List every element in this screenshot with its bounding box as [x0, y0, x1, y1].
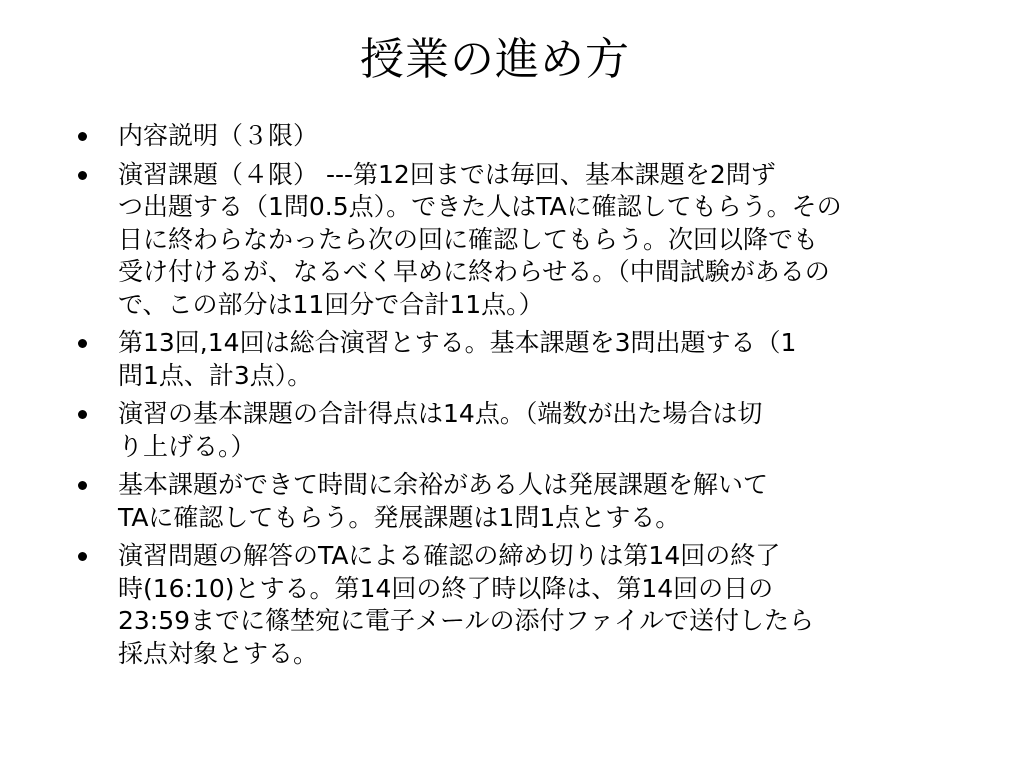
- bullet-text-line: 演習課題（４限） ---第12回までは毎回、基本課題を2問ず: [118, 159, 776, 189]
- bullet-text-line: 23:59までに篠埜宛に電子メールの添付ファイルで送付したら: [118, 606, 815, 635]
- bullet-text-line: 受け付けるが、なるべく早めに終わらせる。（中間試験があるの: [118, 257, 830, 286]
- bullet-text-line: り上げる。）: [118, 431, 256, 461]
- bullet-dot-icon: [78, 339, 87, 348]
- bullet-dot-icon: [78, 410, 87, 419]
- bullet-text-line: 演習の基本課題の合計得点は14点。（端数が出た場合は切: [118, 399, 763, 428]
- bullet-text-line: 時(16:10)とする。第14回の終了時以降は、第14回の日の: [118, 573, 774, 603]
- bullet-item: [76, 327, 946, 392]
- bullet-list: [76, 120, 946, 676]
- bullet-item: [76, 159, 946, 322]
- bullet-dot-icon: [78, 132, 87, 141]
- bullet-item: [76, 398, 946, 463]
- bullet-text-line: 基本課題ができて時間に余裕がある人は発展課題を解いて: [118, 470, 769, 499]
- bullet-dot-icon: [78, 481, 87, 490]
- bullet-text-line: 内容説明（３限）: [118, 121, 319, 150]
- bullet-item: [76, 120, 946, 153]
- bullet-dot-icon: [78, 171, 87, 180]
- bullet-text-line: 第13回,14回は総合演習とする。基本課題を3問出題する（1: [118, 328, 797, 357]
- bullet-text-line: 採点対象とする。: [118, 638, 319, 668]
- bullet-item: [76, 469, 946, 534]
- bullet-text-line: つ出題する（1問0.5点）。できた人はTAに確認してもらう。その: [118, 192, 842, 221]
- bullet-item: [76, 540, 946, 670]
- bullet-text-line: 日に終わらなかったら次の回に確認してもらう。次回以降でも: [118, 224, 819, 254]
- bullet-dot-icon: [78, 552, 87, 561]
- bullet-text-line: 演習問題の解答のTAによる確認の締め切りは第14回の終了: [118, 541, 781, 570]
- bullet-text-line: 問1点、計3点）。: [118, 360, 313, 390]
- slide-title: 授業の進め方: [360, 34, 630, 85]
- bullet-text-line: で、この部分は11回分で合計11点。）: [118, 289, 544, 319]
- bullet-text-line: TAに確認してもらう。発展課題は1問1点とする。: [118, 502, 681, 532]
